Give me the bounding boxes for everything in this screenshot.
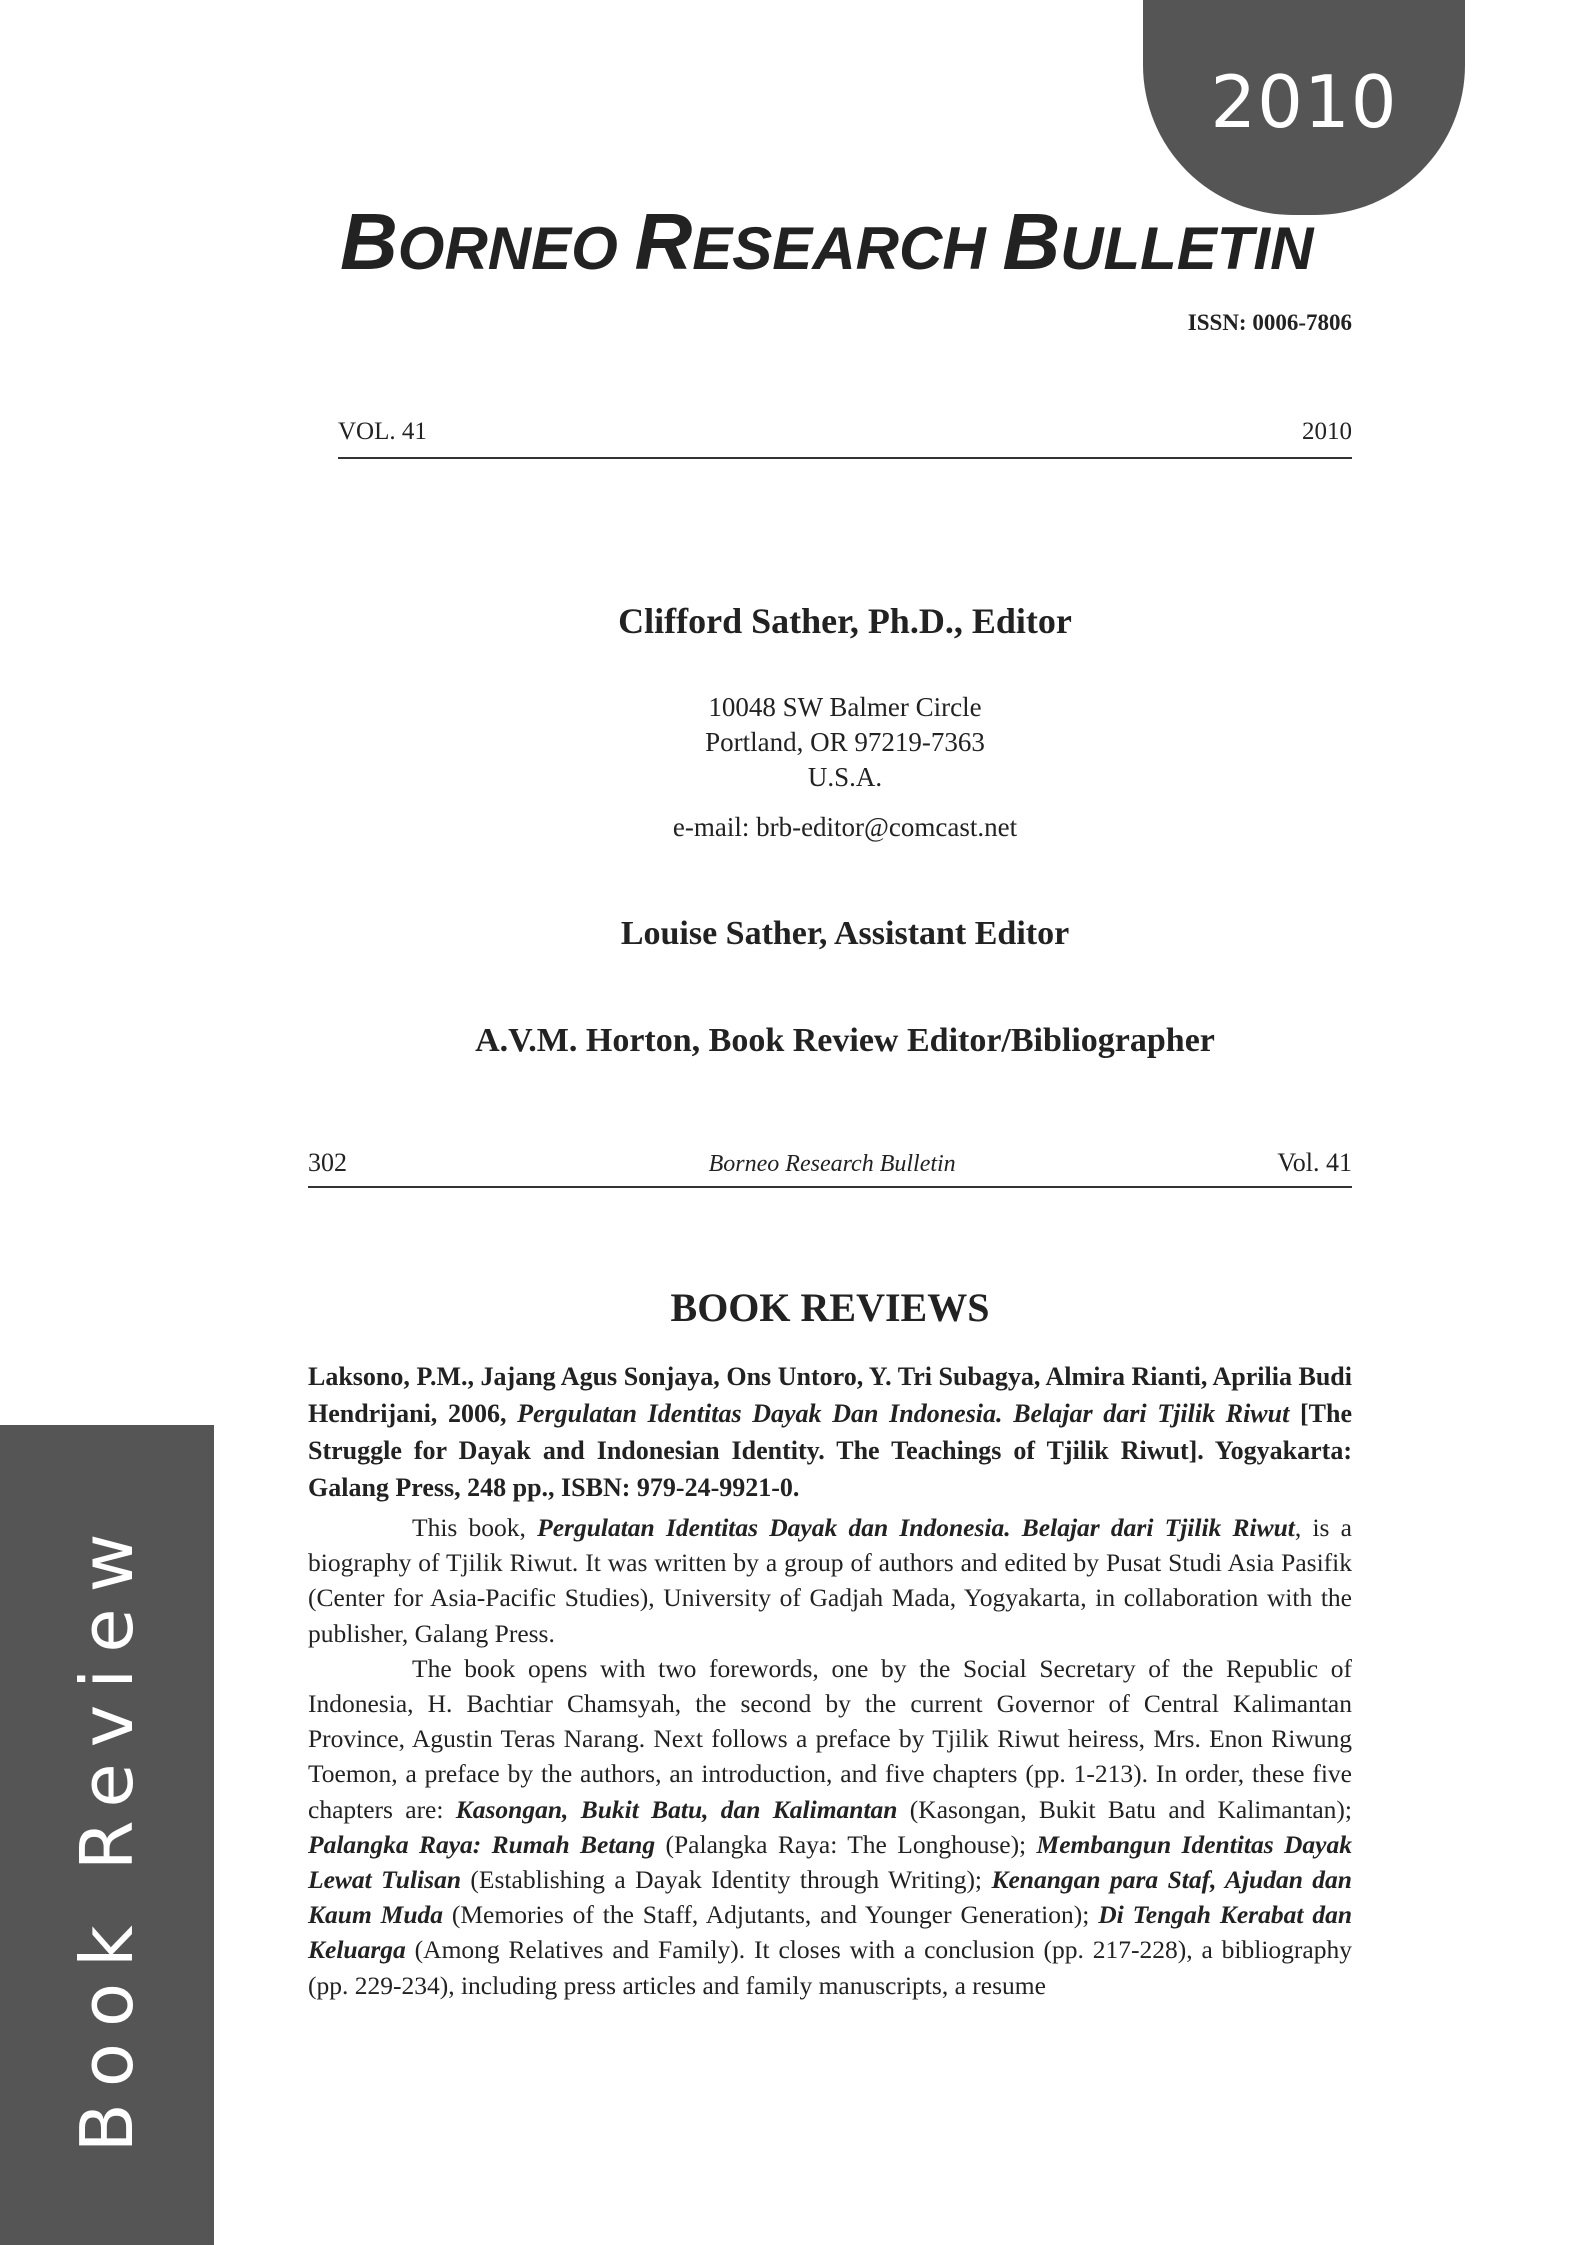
book-citation [308, 1358, 1352, 1506]
citation-details: [The Struggle for Dayak and Indonesian Identity. The Teachings of Tjilik Riwut]. Yogyakarta: Galang Press, 248 pp., ISBN: 979-24-9921-0. [308, 1399, 1352, 1502]
volume-row [338, 418, 1352, 446]
editor-address [338, 690, 1352, 795]
text-run: (Among Relatives and Family). It closes with a conclusion (pp. 217-228), a bibliography (pp. 229-234), including press articles and family manuscripts, a resume [308, 1935, 1352, 2000]
text-run: , is a biography of Tjilik Riwut. It was written by a group of authors and edited by Pusat Studi Asia Pasifik (Center for Asia-Pacific Studies), University of Gadjah Mada, Yogyakarta, in collaboration with the publisher, Galang Press. [308, 1513, 1352, 1648]
masthead-cap-2: R [634, 197, 693, 286]
masthead-cap-1: B [340, 197, 398, 286]
masthead-rest-1: ORNEO [397, 215, 635, 282]
italic-title: Kasongan, Bukit Batu, dan Kalimantan [455, 1794, 898, 1824]
address-line: U.S.A. [807, 762, 883, 792]
editor-name: Clifford Sather, Ph.D., Editor [618, 601, 1072, 641]
text-run: (Memories of the Staff, Adjutants, and Younger Generation); [443, 1900, 1099, 1930]
page-header-divider [308, 1186, 1352, 1188]
paragraph-2 [308, 1651, 1352, 2003]
running-volume: Vol. 41 [1277, 1148, 1352, 1177]
review-body [308, 1510, 1352, 2003]
year-badge-label: 2010 [1210, 60, 1398, 144]
masthead-divider [338, 457, 1352, 459]
section-title: BOOK REVIEWS [670, 1285, 990, 1330]
page-header [308, 1148, 1352, 1178]
year-badge [1143, 0, 1465, 215]
journal-masthead [340, 196, 1352, 288]
running-title: Borneo Research Bulletin [708, 1151, 956, 1177]
page-number: 302 [308, 1148, 347, 1177]
issn: ISSN: 0006-7806 [1187, 310, 1352, 335]
text-run: The book opens with two forewords, one by the Social Secretary of the Republic of Indonesia, H. Bachtiar Chamsyah, the second by the current Governor of Central Kalimantan Province, Agustin Teras Narang. Next follows a preface by Tjilik Riwut heiress, Mrs. Enon Riwung Toemon, a preface by the authors, an introduction, and five chapters (pp. 1-213). In order, these five chapters are: [308, 1653, 1352, 1824]
book-review-editor: A.V.M. Horton, Book Review Editor/Bibliographer [475, 1022, 1215, 1059]
masthead-rest-2: ESEARCH [692, 215, 1003, 282]
italic-title: Pergulatan Identitas Dayak dan Indonesia. Belajar dari Tjilik Riwut [537, 1513, 1295, 1542]
assistant-editor: Louise Sather, Assistant Editor [620, 915, 1070, 952]
address-line: 10048 SW Balmer Circle [708, 692, 982, 722]
italic-title: Membangun Identitas Dayak Lewat Tulisan [308, 1829, 1352, 1895]
category-label: Book Review [65, 1517, 149, 2153]
volume-label: VOL. 41 [338, 418, 427, 445]
italic-title: Di Tengah Kerabat dan Keluarga [308, 1900, 1352, 1965]
category-side-tab [0, 1425, 214, 2245]
volume-year: 2010 [1302, 418, 1352, 445]
text-run: (Kasongan, Bukit Batu and Kalimantan); [897, 1794, 1352, 1824]
citation-title: Pergulatan Identitas Dayak Dan Indonesia. Belajar dari Tjilik Riwut [517, 1399, 1290, 1428]
editor-email: e-mail: brb-editor@comcast.net [672, 812, 1018, 842]
address-line: Portland, OR 97219-7363 [705, 727, 985, 757]
text-run: (Establishing a Dayak Identity through Writing); [461, 1865, 992, 1895]
paragraph-1 [308, 1510, 1352, 1651]
italic-title: Palangka Raya: Rumah Betang [308, 1829, 656, 1859]
masthead-cap-3: B [1002, 197, 1061, 286]
text-run: (Palangka Raya: The Longhouse); [655, 1829, 1037, 1859]
masthead-rest-3: ULLETIN [1060, 215, 1314, 282]
italic-title: Kenangan para Staf, Ajudan dan Kaum Muda [308, 1865, 1352, 1930]
citation-authors: Laksono, P.M., Jajang Agus Sonjaya, Ons Untoro, Y. Tri Subagya, Almira Rianti, Aprilia Budi Hendrijani, 2006, [308, 1362, 1352, 1428]
text-run: This book, [412, 1513, 538, 1542]
